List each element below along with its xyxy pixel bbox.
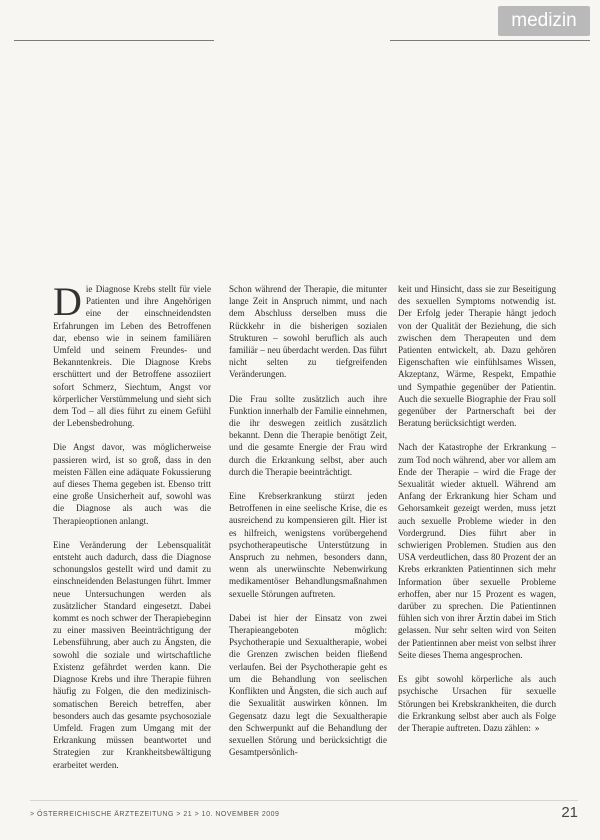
footer-rule: [30, 800, 578, 801]
paragraph: Die Angst davor, was möglicherweise passieren wird, ist so groß, dass in den meisten Fällen eine adäquate Fokussierung auf dieses Thema gegeben ist. Ebenso tritt eine große Unsicherheit auf, sowohl was die Diagnose als auch was die Therapieoptionen anlangt.: [53, 442, 211, 526]
header-rule-left: [14, 40, 214, 41]
paragraph: Dabei ist hier der Einsatz von zwei Therapieangeboten möglich: Psychotherapie und Sexualtherapie, wobei die Grenzen zwischen beiden fließend verlaufen. Bei der Psychotherapie geht es um die Behandlung von seelischen Konflikten und Ängsten, die sich auch auf die Sexualität auswirken können. Im Gegensatz dazu legt die Sexualtherapie den Schwerpunkt auf die Behandlung der sexuellen Störung und berücksichtigt die Gesamtpersönlich-: [229, 612, 387, 758]
paragraph: Schon während der Therapie, die mitunter lange Zeit in Anspruch nimmt, und nach dem Abschluss derselben muss die Rückkehr in die bisherigen sozialen Strukturen – sowohl beruflich als auch familiär – neu überdacht werden. Das führt nicht selten zu tiefgreifenden Veränderungen.: [229, 284, 387, 380]
header-rule-right: [390, 40, 590, 41]
section-tab: medizin: [498, 6, 590, 36]
paragraph: Eine Krebserkrankung stürzt jeden Betroffenen in eine seelische Krise, die es ausreichend zu kompensieren gilt. Hier ist es hilfreich, wenigstens vorübergehend psychotherapeutische Unterstützung in Anspruch zu nehmen, besonders dann, wenn als unerwünschte Nebenwirkung medikamentöser Behandlungsmaßnahmen sexuelle Störungen auftreten.: [229, 491, 387, 599]
drop-cap: D: [53, 279, 82, 324]
continuation-mark: »: [534, 722, 540, 733]
page-number: 21: [561, 804, 578, 821]
paragraph: keit und Hinsicht, dass sie zur Beseitigung des sexuellen Symptoms notwendig ist. Der Erfolg jeder Therapie hängt jedoch von der Qualität der Beziehung, die sich zwischen dem Therapeuten und dem Patienten entwickelt, ab. Dazu gehören Eigenschaften wie einfühlsames Wissen, Akzeptanz, Wärme, Respekt, Empathie und Sympathie gegenüber der Patientin. Auch die sexuelle Biographie der Frau soll gegenüber der Partnerschaft bei der Beratung berücksichtigt werden.: [398, 284, 556, 429]
publication-line: > ÖSTERREICHISCHE ÄRZTEZEITUNG > 21 > 10. NOVEMBER 2009: [30, 811, 280, 818]
article-column-2: [229, 283, 387, 758]
article-column-1: [53, 279, 211, 771]
paragraph: Die Frau sollte zusätzlich auch ihre Funktion innerhalb der Familie einnehmen, die ihr deswegen zeitlich zusätzlich bekannt. Denn die Therapie benötigt Zeit, und die gesamte Energie der Frau wird durch die Erkrankung selbst, aber auch durch die Therapie beeinträchtigt.: [229, 393, 387, 477]
article-column-3: [398, 283, 556, 734]
page-footer: [30, 804, 578, 822]
paragraph: Nach der Katastrophe der Erkrankung – zum Tod noch während, aber vor allem am Ende der Therapie – wird die Frage der Sexualität wieder aktuell. Während am Anfang der Erkrankung hier Scham und Gehorsamkeit gezeigt werden, muss jetzt auch sexuelle Probleme wieder in den Vordergrund. Dies führt aber in schwierigen Problemen. Studien aus den USA verdeutlichen, dass 80 Prozent der an Krebs erkrankten Patientinnen sich mehr Information über sexuelle Probleme erhoffen, aber nur 15 Prozent es wagen, darüber zu sprechen. Die Patientinnen fühlen sich von ihrer Ärztin dabei im Stich gelassen. Nur sehr selten wird von Seiten der Patientinnen aber meist von selbst ihrer Seite dieses Thema angesprochen.: [398, 442, 556, 660]
image-placeholder-area: [0, 42, 600, 270]
paragraph: [398, 673, 556, 734]
paragraph: [53, 279, 211, 429]
paragraph-text: ie Diagnose Krebs stellt für viele Patienten und ihre Angehörigen eine der einschneidendsten Erfahrungen im Leben des Betroffenen dar, ebenso wie in seinem familiären Umfeld und seinem Freundes- und Bekanntenkreis. Die Diagnose Krebs erschüttert und der Betroffene assoziiert sofort Schmerz, Siechtum, Angst vor körperlicher Verstümmelung und sieht sich dem Tod – all dies führt zu einem Gefühl der Lebensbedrohung.: [53, 284, 211, 429]
paragraph-text: Es gibt sowohl körperliche als auch psychische Ursachen für sexuelle Störungen bei Krebskrankheiten, die durch die Erkrankung selbst aber auch als Folge der Therapie auftreten. Dazu zählen:: [398, 674, 556, 733]
paragraph: Eine Veränderung der Lebensqualität entsteht auch dadurch, dass die Diagnose schonungslos gestellt wird und damit zu einschneidenden Belastungen führt. Immer neue Untersuchungen werden als zusätzlicher Standard eingesetzt. Dabei kommt es noch schwer der Therapiebeginn zu einer massiven Beeinträchtigung der Lebensführung, aber auch zu Ängsten, die sowohl die soziale und wirtschaftliche Existenz gefährdet werden kann. Die Diagnose Krebs und ihre Therapie führen häufig zu Folgen, die den medizinisch-somatischen Bereich betreffen, aber besonders auch das gesamte psychosoziale Umfeld. Fragen zum Umgang mit der Erkrankung müssen beantwortet und Strategien zur Krankheitsbewältigung erarbeitet werden.: [53, 539, 211, 770]
